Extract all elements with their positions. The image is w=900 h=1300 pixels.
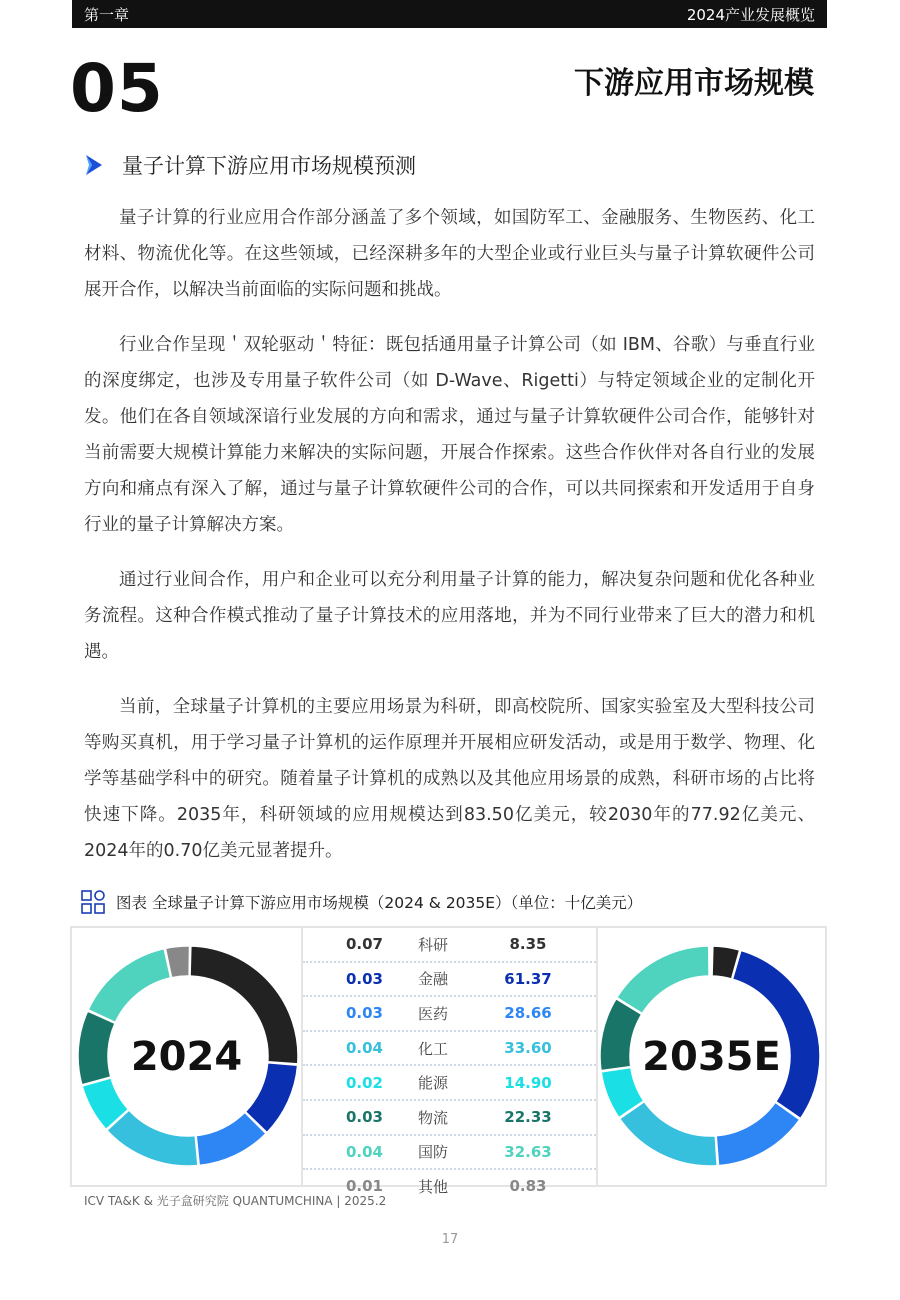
donut-label-2024: 2024	[130, 1033, 243, 1080]
value-2035: 32.63	[504, 1142, 552, 1161]
value-2024: 0.07	[345, 935, 383, 954]
table-row	[303, 963, 596, 998]
value-2024: 0.02	[345, 1073, 383, 1092]
chevron-right-icon	[84, 154, 104, 176]
donut-label-2035: 2035E	[642, 1033, 781, 1080]
top-banner	[72, 0, 827, 28]
donut-slice-化工	[107, 1110, 198, 1166]
category-label: 物流	[417, 1108, 448, 1127]
paragraph: 行业合作呈现＇双轮驱动＇特征：既包括通用量子计算公司（如 IBM、谷歌）与垂直行业的深度绑定，也涉及专用量子软件公司（如 D-Wave、Rigetti）与特定领域企业的定制化开发。他们在各自领域深谙行业发展的方向和需求，通过与量子计算软硬件公司合作，能够针对当前需要大规模计算能力来解决的实际问题，开展合作探索。这些合作伙伴对各自行业的发展方向和痛点有深入了解，通过与量子计算软硬件公司的合作，可以共同探索和开发适用于自身行业的量子计算解决方案。	[84, 335, 815, 535]
donut-slice-医药	[716, 1102, 800, 1165]
category-label: 金融	[417, 970, 448, 989]
figure-caption	[80, 889, 642, 915]
figure-caption-text: 图表 全球量子计算下游应用市场规模（2024 & 2035E）（单位：十亿美元）	[116, 894, 643, 912]
table-row	[303, 1136, 596, 1171]
value-2024: 0.01	[345, 1177, 383, 1196]
paragraph: 量子计算的行业应用合作部分涵盖了多个领域，如国防军工、金融服务、生物医药、化工材料、物流优化等。在这些领域，已经深耕多年的大型企业或行业巨头与量子计算软硬件公司展开合作，以解决当前面临的实际问题和挑战。	[84, 208, 815, 300]
donut-panel-2035	[596, 926, 827, 1187]
value-2035: 22.33	[504, 1108, 552, 1127]
category-label: 科研	[417, 935, 448, 954]
report-title: 2024产业发展概览	[686, 5, 815, 24]
value-2024: 0.03	[345, 969, 383, 988]
donut-slice-化工	[620, 1102, 718, 1166]
chapter-label: 第一章	[84, 5, 130, 24]
section-title: 下游应用市场规模	[574, 66, 814, 101]
value-2024: 0.04	[345, 1142, 383, 1161]
section-number: 05	[70, 50, 164, 127]
value-2024: 0.04	[345, 1039, 383, 1058]
value-2035: 8.35	[509, 935, 547, 954]
page-number: 17	[441, 1232, 459, 1247]
category-label: 化工	[417, 1039, 448, 1058]
subheading-text: 量子计算下游应用市场规模预测	[122, 154, 416, 178]
donut-panel-2024	[70, 926, 303, 1187]
source-note: ICV TA&K & 光子盒研究院 QUANTUMCHINA | 2025.2	[84, 1194, 387, 1208]
grid-icon	[80, 889, 106, 915]
category-label: 医药	[417, 1004, 448, 1023]
table-row	[303, 1066, 596, 1101]
value-2024: 0.03	[345, 1108, 383, 1127]
category-label: 能源	[417, 1074, 448, 1093]
donut-slice-国防	[617, 946, 709, 1014]
value-2035: 61.37	[504, 969, 552, 988]
table-row	[303, 1101, 596, 1136]
value-2035: 14.90	[504, 1073, 552, 1092]
category-label: 其他	[417, 1177, 448, 1196]
value-2035: 0.83	[509, 1177, 547, 1196]
paragraph: 通过行业间合作，用户和企业可以充分利用量子计算的能力，解决复杂问题和优化各种业务流程。这种合作模式推动了量子计算技术的应用落地，并为不同行业带来了巨大的潜力和机遇。	[84, 570, 815, 662]
value-2035: 28.66	[504, 1004, 552, 1023]
body-text	[84, 200, 815, 888]
donut-slice-其他	[710, 946, 712, 976]
value-2035: 33.60	[504, 1039, 552, 1058]
data-table	[303, 926, 596, 1196]
paragraph: 当前，全球量子计算机的主要应用场景为科研，即高校院所、国家实验室及大型科技公司等购买真机，用于学习量子计算机的运作原理并开展相应研发活动，或是用于数学、物理、化学等基础学科中的研究。随着量子计算机的成熟以及其他应用场景的成熟，科研市场的占比将快速下降。2035年，科研领域的应用规模达到83.50亿美元，较2030年的77.92亿美元、2024年的0.70亿美元显著提升。	[84, 697, 815, 861]
category-label: 国防	[417, 1143, 448, 1162]
subheading	[84, 150, 416, 180]
table-row	[303, 928, 596, 963]
value-2024: 0.03	[345, 1004, 383, 1023]
table-row	[303, 997, 596, 1032]
table-row	[303, 1032, 596, 1067]
donut-slice-国防	[88, 949, 170, 1023]
